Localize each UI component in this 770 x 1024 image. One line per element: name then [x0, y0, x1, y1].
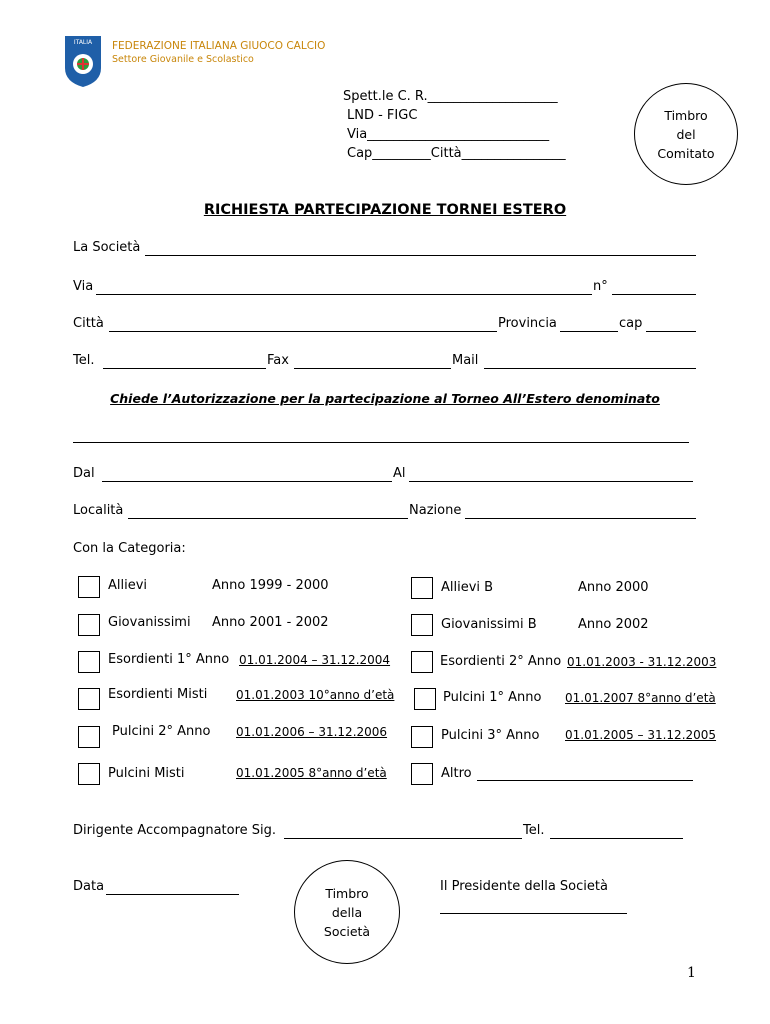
checkbox-giovanissimi-b[interactable] [411, 614, 433, 636]
provincia-label: Provincia [498, 316, 557, 331]
category-name: Esordienti Misti [108, 687, 208, 702]
category-years: Anno 2002 [578, 617, 649, 632]
checkbox-esordienti-misti[interactable] [78, 688, 100, 710]
altro-field[interactable] [477, 780, 693, 781]
mail-label: Mail [452, 353, 479, 368]
recipient-line-4: Cap_________Città________________ [347, 146, 566, 161]
nazione-field[interactable] [465, 518, 696, 519]
category-name: Giovanissimi [108, 615, 191, 630]
category-name: Allievi [108, 578, 148, 593]
checkbox-esordienti-1[interactable] [78, 651, 100, 673]
category-dates: 01.01.2006 – 31.12.2006 [236, 725, 388, 739]
committee-stamp-circle [634, 83, 738, 185]
checkbox-pulcini-3[interactable] [411, 726, 433, 748]
stamp-text: Società [323, 923, 371, 939]
stamp-text: del [676, 126, 696, 142]
figc-logo [63, 34, 103, 88]
citta-field[interactable] [109, 331, 497, 332]
category-name: Pulcini 3° Anno [441, 728, 540, 743]
societa-label: La Società [73, 240, 141, 255]
localita-label: Località [73, 503, 124, 518]
category-years: Anno 2001 - 2002 [212, 615, 329, 630]
category-years: Anno 2000 [578, 580, 649, 595]
dal-field[interactable] [102, 481, 392, 482]
dirigente-tel-field[interactable] [550, 838, 683, 839]
page-number: 1 [687, 965, 696, 981]
document-title: RICHIESTA PARTECIPAZIONE TORNEI ESTERO [203, 202, 567, 218]
category-name: Esordienti 1° Anno [108, 652, 230, 667]
checkbox-pulcini-1[interactable] [414, 688, 436, 710]
category-dates: 01.01.2004 – 31.12.2004 [239, 653, 391, 667]
tel-field[interactable] [103, 368, 266, 369]
al-field[interactable] [409, 481, 693, 482]
checkbox-pulcini-2[interactable] [78, 726, 100, 748]
dirigente-field[interactable] [284, 838, 522, 839]
request-statement: Chiede l’Autorizzazione per la partecipazione al Torneo All’Estero denominato [110, 391, 660, 406]
category-name: Pulcini Misti [108, 766, 185, 781]
recipient-line-1: Spett.le C. R.____________________ [343, 89, 558, 104]
cap-label: cap [619, 316, 643, 331]
category-dates: 01.01.2005 – 31.12.2005 [565, 728, 717, 742]
citta-label: Città [73, 316, 104, 331]
localita-field[interactable] [128, 518, 408, 519]
org-sector: Settore Giovanile e Scolastico [112, 54, 254, 65]
numero-field[interactable] [612, 294, 696, 295]
category-name: Giovanissimi B [441, 617, 537, 632]
logo-text: ITALIA [73, 39, 93, 46]
org-name: FEDERAZIONE ITALIANA GIUOCO CALCIO [112, 40, 326, 52]
category-name: Pulcini 1° Anno [443, 690, 542, 705]
category-name: Pulcini 2° Anno [112, 724, 211, 739]
president-signature-field[interactable] [440, 913, 627, 914]
dal-label: Dal [73, 466, 95, 481]
stamp-text: Timbro [325, 885, 369, 901]
category-dates: 01.01.2007 8°anno d’età [565, 691, 716, 705]
checkbox-pulcini-misti[interactable] [78, 763, 100, 785]
category-dates: 01.01.2005 8°anno d’età [236, 766, 387, 780]
checkbox-allievi-b[interactable] [411, 577, 433, 599]
numero-label: n° [593, 279, 608, 294]
mail-field[interactable] [484, 368, 696, 369]
fax-field[interactable] [294, 368, 451, 369]
dirigente-tel-label: Tel. [523, 823, 545, 838]
category-name: Esordienti 2° Anno [440, 654, 562, 669]
nazione-label: Nazione [409, 503, 462, 518]
via-label: Via [73, 279, 94, 294]
dirigente-label: Dirigente Accompagnatore Sig. [73, 823, 277, 838]
company-stamp-circle [294, 860, 400, 964]
category-name: Allievi B [441, 580, 494, 595]
via-field[interactable] [96, 294, 592, 295]
checkbox-giovanissimi[interactable] [78, 614, 100, 636]
stamp-text: Comitato [657, 145, 715, 161]
checkbox-allievi[interactable] [78, 576, 100, 598]
stamp-text: della [331, 904, 363, 920]
stamp-text: Timbro [664, 107, 708, 123]
recipient-line-2: LND - FIGC [347, 108, 418, 123]
category-dates: 01.01.2003 10°anno d’età [236, 688, 395, 702]
date-label: Data [73, 879, 105, 894]
tournament-name-field[interactable] [73, 442, 689, 443]
fax-label: Fax [267, 353, 289, 368]
date-field[interactable] [106, 894, 239, 895]
president-label: Il Presidente della Società [440, 879, 608, 894]
category-label: Con la Categoria: [73, 541, 186, 556]
cap-field[interactable] [646, 331, 696, 332]
societa-field[interactable] [145, 255, 696, 256]
recipient-line-3: Via____________________________ [347, 127, 550, 142]
checkbox-altro[interactable] [411, 763, 433, 785]
provincia-field[interactable] [560, 331, 618, 332]
al-label: Al [393, 466, 406, 481]
tel-label: Tel. [73, 353, 95, 368]
category-years: Anno 1999 - 2000 [212, 578, 329, 593]
checkbox-esordienti-2[interactable] [411, 651, 433, 673]
category-dates: 01.01.2003 - 31.12.2003 [567, 655, 717, 669]
category-name: Altro [441, 766, 472, 781]
